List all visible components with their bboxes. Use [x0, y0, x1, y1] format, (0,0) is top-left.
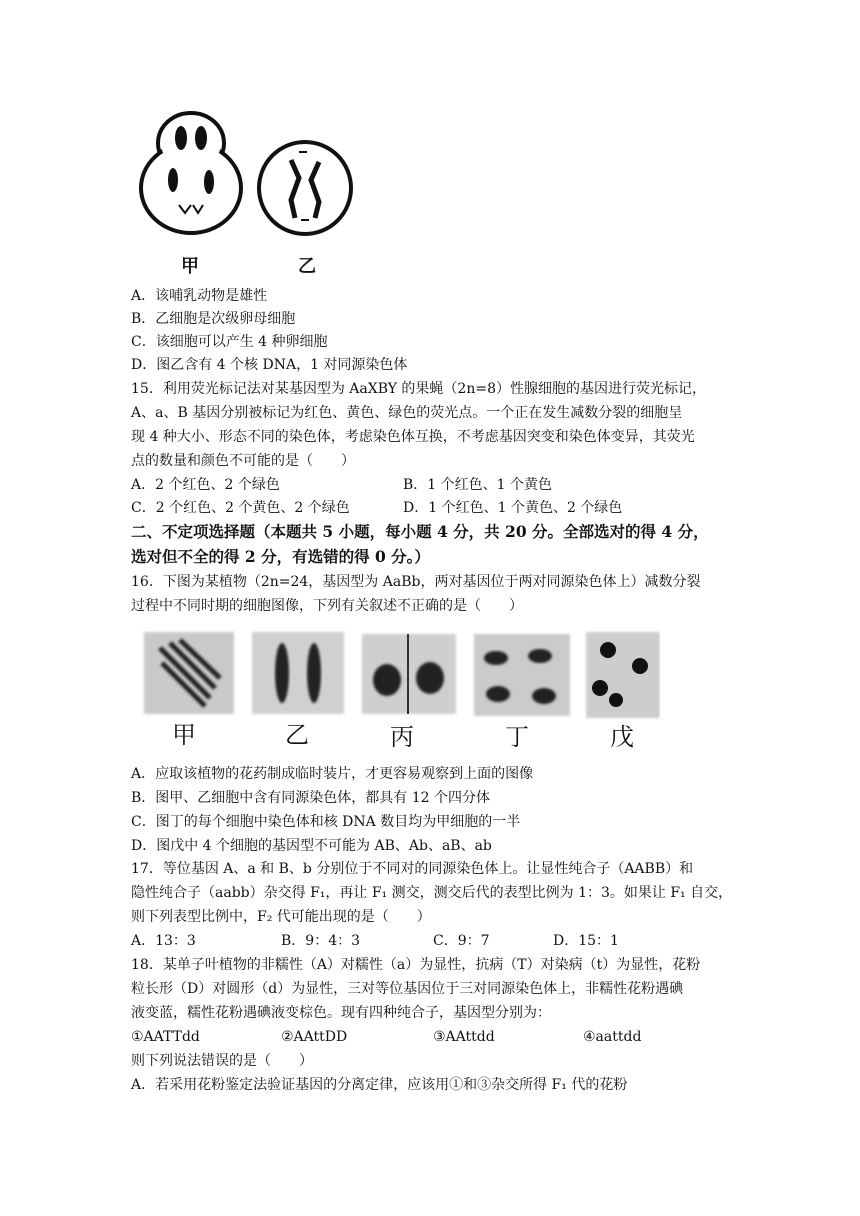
q18-stem-line3: 液变蓝，糯性花粉遇碘液变棕色。现有四种纯合子，基因型分别为：	[131, 1005, 551, 1021]
micrograph-label-ding: 丁	[505, 723, 529, 751]
figure-label-yi: 乙	[298, 256, 316, 277]
q16-stem-line1: 16．下图为某植物（2n=24，基因型为 AaBb，两对基因位于两对同源染色体上）减数分裂	[131, 574, 701, 590]
q17-option-b: B．9：4：3	[281, 933, 361, 949]
q16-option-c: C．图丁的每个细胞中染色体和核 DNA 数目均为甲细胞的一半	[131, 814, 521, 830]
q16-stem-line2: 过程中不同时期的细胞图像，下列有关叙述不正确的是（ ）	[131, 598, 523, 614]
q18-stem-line4: 则下列说法错误的是（ ）	[131, 1053, 313, 1069]
q14-option-d: D．图乙含有 4 个核 DNA，1 对同源染色体	[131, 357, 408, 373]
cell-diagram-svg	[131, 100, 356, 280]
micrograph-panel-yi	[252, 632, 344, 714]
q16-option-d: D．图戊中 4 个细胞的基因型不可能为 AB、Ab、aB、ab	[131, 838, 492, 854]
chromosomes-yi	[291, 152, 319, 220]
cell-jia	[141, 113, 241, 233]
q17-stem-line1: 17．等位基因 A、a 和 B、b 分别位于不同对的同源染色体上。让显性纯合子（AABB）和	[131, 861, 694, 877]
q14-option-a: A．该哺乳动物是雄性	[131, 288, 268, 304]
micrograph-panel-bing	[362, 634, 456, 714]
micrograph-label-yi: 乙	[285, 721, 309, 749]
q17-option-a: A．13：3	[131, 933, 196, 949]
q15-stem-line3: 现 4 种大小、形态不同的染色体，考虑染色体互换，不考虑基因突变和染色体变异，其荧光	[131, 429, 695, 445]
micrograph-panel-ding	[474, 634, 570, 716]
q17-option-d: D．15：1	[553, 933, 619, 949]
micrograph-panel-jia	[144, 632, 234, 714]
figure-label-jia: 甲	[181, 256, 199, 277]
q15-stem-line2: A、a、B 基因分别被标记为红色、黄色、绿色的荧光点。一个正在发生减数分裂的细胞呈	[131, 405, 683, 421]
q15-option-a: A．2 个红色、2 个绿色	[131, 477, 280, 493]
q18-genotype-1: ①AATTdd	[131, 1029, 200, 1045]
figure-cell-division-1	[131, 100, 356, 280]
q15-option-c: C．2 个红色、2 个黄色、2 个绿色	[131, 500, 350, 516]
q18-stem-line1: 18．某单子叶植物的非糯性（A）对糯性（a）为显性，抗病（T）对染病（t）为显性，花粉	[131, 957, 701, 973]
section2-heading-line1: 二、不定项选择题（本题共 5 小题，每小题 4 分，共 20 分。全部选对的得 4 分，	[131, 522, 709, 541]
q14-option-b: B．乙细胞是次级卵母细胞	[131, 311, 296, 327]
q18-genotype-2: ②AAttDD	[281, 1029, 348, 1045]
q16-option-b: B．图甲、乙细胞中含有同源染色体，都具有 12 个四分体	[131, 790, 491, 806]
micrograph-label-wu: 戊	[610, 723, 634, 751]
q15-stem-line1: 15．利用荧光标记法对某基因型为 AaXBY 的果蝇（2n=8）性腺细胞的基因进行荧光标记，	[131, 381, 706, 397]
micrograph-label-bing: 丙	[390, 723, 414, 751]
q18-stem-line2: 粒长形（D）对圆形（d）为显性，三对等位基因位于三对同源染色体上，非糯性花粉遇碘	[131, 981, 684, 997]
q16-option-a: A．应取该植物的花药制成临时装片，才更容易观察到上面的图像	[131, 766, 534, 782]
q18-genotype-4: ④aattdd	[583, 1029, 642, 1045]
figure-micrographs	[140, 628, 660, 756]
section2-heading-line2: 选对但不全的得 2 分，有选错的得 0 分。）	[131, 547, 430, 566]
q14-option-c: C．该细胞可以产生 4 种卵细胞	[131, 334, 328, 350]
q17-stem-line3: 则下列表型比例中，F₂ 代可能出现的是（ ）	[131, 909, 431, 925]
micrograph-panel-wu	[586, 632, 660, 718]
q18-option-a: A．若采用花粉鉴定法验证基因的分离定律，应该用①和③杂交所得 F₁ 代的花粉	[131, 1077, 628, 1093]
micrograph-svg	[140, 628, 660, 756]
q15-option-d: D．1 个红色、1 个黄色、2 个绿色	[403, 500, 623, 516]
micrograph-label-jia: 甲	[172, 721, 196, 749]
q15-stem-line4: 点的数量和颜色不可能的是（ ）	[131, 453, 355, 469]
q17-stem-line2: 隐性纯合子（aabb）杂交得 F₁，再让 F₁ 测交，测交后代的表型比例为 1：3。如果让 F₁ 自交，	[131, 885, 733, 901]
q15-option-b: B．1 个红色、1 个黄色	[403, 477, 553, 493]
q18-genotype-3: ③AAttdd	[433, 1029, 495, 1045]
q17-option-c: C．9：7	[433, 933, 490, 949]
